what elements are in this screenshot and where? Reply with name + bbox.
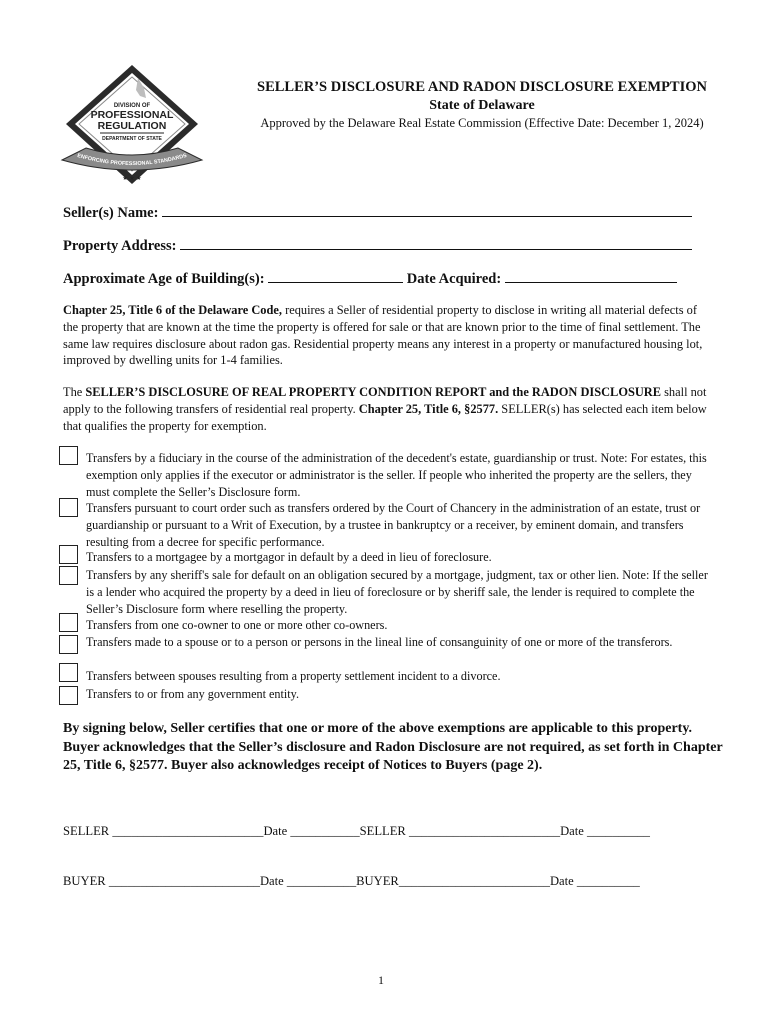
date-acquired-input[interactable] — [505, 268, 677, 283]
exemption-text-8: Transfers to or from any government entity. — [86, 687, 300, 701]
property-address-field — [63, 235, 692, 255]
property-address-input[interactable] — [180, 235, 692, 250]
document-title: SELLER’S DISCLOSURE AND RADON DISCLOSURE EXEMPTION — [257, 79, 707, 95]
intro-paragraph — [63, 302, 708, 369]
exemption-checkbox-1[interactable] — [59, 446, 78, 465]
property-address-label: Property Address: — [63, 238, 177, 254]
logo-line-4: DEPARTMENT OF STATE — [102, 136, 162, 142]
document-subtitle: State of Delaware — [429, 98, 535, 113]
seller-name-label: Seller(s) Name: — [63, 205, 159, 221]
logo-line-1: DIVISION OF — [113, 103, 151, 109]
division-of-professional-regulation-logo — [56, 62, 208, 190]
exemption-text-6: Transfers made to a spouse or to a person or persons in the lineal line of consanguinity of one or more of the transferors. — [86, 635, 673, 649]
exemption-checkbox-6[interactable] — [59, 635, 78, 654]
exemption-text-5: Transfers from one co-owner to one or more other co-owners. — [86, 618, 388, 632]
buyer-signature-line[interactable]: BUYER ________________________Date ___________BUYER________________________Date __________ — [63, 874, 640, 888]
approval-note: Approved by the Delaware Real Estate Commission (Effective Date: December 1, 2024) — [260, 116, 704, 130]
page-number: 1 — [378, 973, 384, 987]
exemption-checkbox-4[interactable] — [59, 566, 78, 585]
stars-icon: ★ ★ ★ — [122, 176, 142, 182]
exemption-text-2: Transfers pursuant to court order such as transfers ordered by the Court of Chancery in the administration of an estate, trust or guardianship or pursuant to a Writ of Execution, by a trustee in bankruptcy or a receiver, by eminent domain, and transfers resulting from a decree for specific performance. — [86, 501, 701, 549]
building-age-label: Approximate Age of Building(s): — [63, 271, 265, 287]
scope-paragraph — [63, 384, 708, 434]
age-date-field — [63, 268, 677, 288]
exemption-checkbox-8[interactable] — [59, 686, 78, 705]
intro-text: requires a Seller of residential property to disclose in writing all material defects of the property that are known at the time the property is offered for sale or that are known prior to the time of final settlement. The same law requires disclosure about radon gas. Residential property means any interest in a property or manufactured housing lot, improved by dwelling units for 1-4 families. — [63, 303, 703, 368]
seller-name-field — [63, 202, 692, 222]
scope-text-1: shall not apply to the following transfers of residential real property. — [63, 385, 707, 416]
seller-signature-line[interactable]: SELLER ________________________Date ___________SELLER ________________________Date __________ — [63, 824, 650, 838]
logo-line-3: REGULATION — [97, 120, 167, 132]
scope-statute: Chapter 25, Title 6, §2577. — [358, 401, 499, 416]
intro-code-reference: Chapter 25, Title 6 of the Delaware Code, — [63, 303, 282, 317]
exemption-text-1: Transfers by a fiduciary in the course of the administration of the decedent's estate, guardianship or trust. Note: For estates, this exemption only applies if the executor or administrator is the seller. If people who inherited the property are the sellers, they must complete the Seller’s Disclosure form. — [86, 451, 707, 499]
scope-text-2: SELLER(s) has selected each item below that qualifies the property for exemption. — [63, 401, 707, 433]
scope-report-name: SELLER’S DISCLOSURE OF REAL PROPERTY CONDITION REPORT and the RADON DISCLOSURE — [85, 385, 662, 399]
exemption-text-7: Transfers between spouses resulting from a property settlement incident to a divorce. — [86, 669, 501, 683]
exemption-text-4: Transfers by any sheriff's sale for default on an obligation secured by a mortgage, judgment, tax or other lien. Note: If the seller is a lender who acquired the property by a deed in lieu of foreclosure or by sheriff sale, the lender is required to complete the Seller’s Disclosure form where reselling the property. — [86, 568, 708, 616]
certification-statement: By signing below, Seller certifies that one or more of the above exemptions are applicable to this property. Buyer acknowledges that the Seller’s disclosure and Radon Disclosure are not required, as set forth in Chapter 25, Title 6, §2577. Buyer also acknowledges receipt of Notices to Buyers (page 2). — [63, 721, 723, 774]
logo-banner-text: ENFORCING PROFESSIONAL STANDARDS — [76, 152, 188, 168]
logo-line-2: PROFESSIONAL — [90, 109, 174, 121]
exemption-checkbox-3[interactable] — [59, 545, 78, 564]
date-acquired-label: Date Acquired: — [406, 271, 502, 287]
building-age-input[interactable] — [268, 268, 403, 283]
seller-name-input[interactable] — [162, 202, 692, 217]
exemption-checkbox-5[interactable] — [59, 613, 78, 632]
exemption-checkbox-2[interactable] — [59, 498, 78, 517]
exemption-text-3: Transfers to a mortgagee by a mortgagor in default by a deed in lieu of foreclosure. — [86, 550, 492, 564]
exemption-checkbox-7[interactable] — [59, 663, 78, 682]
scope-the: The — [63, 385, 86, 399]
